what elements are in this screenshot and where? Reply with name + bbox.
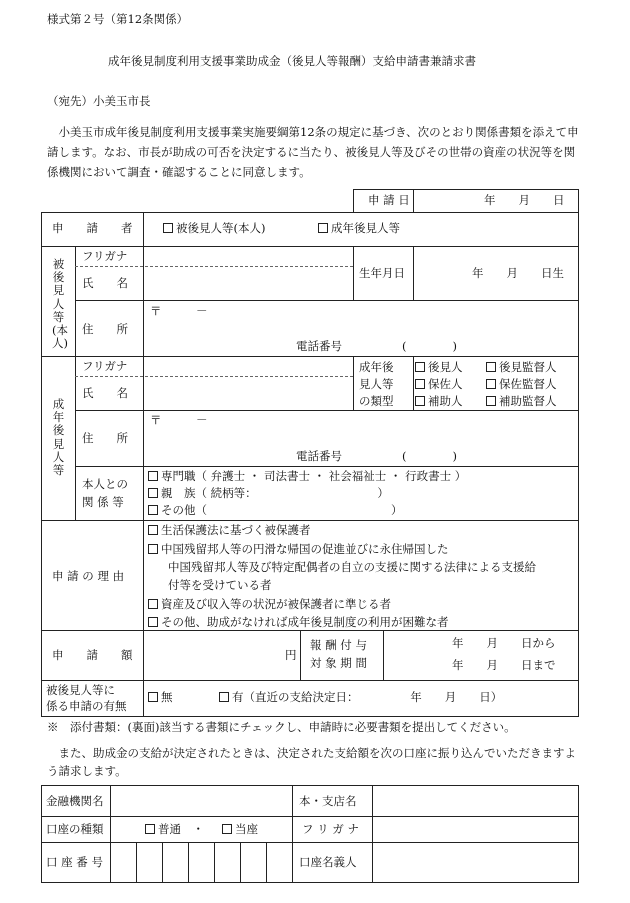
amount-field[interactable]	[144, 631, 284, 679]
checkbox-icon[interactable]	[163, 223, 173, 233]
account-type-ordinary[interactable]: 普通 ・	[145, 824, 216, 836]
application-date-label: 申 請 日	[368, 193, 410, 207]
checkbox-icon[interactable]	[148, 488, 158, 498]
ward-postal[interactable]: 〒 －	[150, 304, 208, 318]
checkbox-icon[interactable]	[318, 223, 328, 233]
checkbox-icon[interactable]	[148, 544, 158, 554]
bank-branch-field[interactable]	[373, 786, 577, 815]
checkbox-icon[interactable]	[415, 379, 425, 389]
guardian-type-label: の類型	[359, 394, 394, 408]
type-option-guardian[interactable]: 後見人	[415, 362, 463, 374]
checkbox-icon[interactable]	[219, 692, 229, 702]
checkbox-icon[interactable]	[415, 396, 425, 406]
checkbox-icon[interactable]	[148, 617, 158, 627]
amount-label: 申 請 額	[52, 648, 133, 662]
relation-option-professional[interactable]: 専門職（ 弁護士 ・ 司法書士 ・ 社会福祉士 ・ 行政書士 ）	[148, 471, 466, 483]
guardian-group-label: 成年後見人等	[52, 397, 65, 478]
checkbox-icon[interactable]	[145, 824, 155, 834]
ward-name-label: 氏 名	[82, 276, 128, 290]
guardian-phone-label: 電話番号	[296, 449, 342, 463]
guardian-type-label: 見人等	[359, 377, 394, 391]
relation-option-other[interactable]: その他（ ）	[148, 505, 403, 517]
type-option-assistant[interactable]: 補助人	[415, 396, 463, 408]
relation-label: 関 係 等	[82, 495, 124, 509]
reason-option-assets[interactable]: 資産及び収入等の状況が被保護者に準じる者	[148, 599, 391, 611]
attachment-note: ※ 添付書類：(裏面)該当する書類にチェックし、申請時に必要書類を提出してください。	[47, 720, 516, 734]
account-holder-field[interactable]	[373, 843, 577, 881]
relation-option-relative[interactable]: 親 族（ 続柄等： ）	[148, 488, 389, 500]
checkbox-icon[interactable]	[486, 362, 496, 372]
ward-name-field[interactable]	[144, 267, 352, 299]
prior-option-no[interactable]: 無	[148, 692, 173, 704]
type-option-curator-supervisor[interactable]: 保佐監督人	[486, 379, 557, 391]
type-option-assistant-supervisor[interactable]: 補助監督人	[486, 396, 557, 408]
type-option-curator[interactable]: 保佐人	[415, 379, 463, 391]
form-title: 成年後見制度利用支援事業助成金（後見人等報酬）支給申請書兼請求書	[108, 54, 476, 68]
period-to-field[interactable]: 年 月 日まで	[452, 658, 556, 672]
guardian-type-label: 成年後	[359, 360, 394, 374]
type-option-guardian-supervisor[interactable]: 後見監督人	[486, 362, 557, 374]
ward-birth-label: 生年月日	[359, 266, 405, 280]
checkbox-icon[interactable]	[222, 824, 232, 834]
guardian-name-label: 氏 名	[82, 386, 128, 400]
guardian-furigana-label: フリガナ	[82, 359, 128, 373]
prior-label: 係る申請の有無	[46, 699, 127, 713]
ward-group-label: 被後見人等(本人)	[52, 257, 68, 351]
reason-option-china-cont: 付等を受けている者	[168, 578, 272, 592]
checkbox-icon[interactable]	[148, 692, 158, 702]
guardian-address-label: 住 所	[82, 431, 128, 445]
reason-option-china-cont: 中国残留邦人等及び特定配偶者の自立の支援に関する法律による支援給	[168, 560, 536, 574]
form-number: 様式第２号（第12条関係）	[47, 12, 189, 26]
guardian-phone-field[interactable]: ( )	[402, 449, 457, 463]
bank-branch-label: 本・支店名	[299, 794, 357, 808]
applicant-option-ward[interactable]: 被後見人等(本人)	[163, 223, 265, 235]
checkbox-icon[interactable]	[486, 396, 496, 406]
prior-option-yes[interactable]: 有（直近の支給決定日： 年 月 日）	[219, 692, 502, 704]
ward-address-label: 住 所	[82, 322, 128, 336]
period-label: 対 象 期 間	[310, 656, 367, 670]
ward-phone-label: 電話番号	[296, 339, 342, 353]
bank-furigana-label: フ リ ガ ナ	[302, 822, 359, 836]
ward-birth-field[interactable]: 年 月 日生	[472, 266, 564, 280]
account-holder-label: 口座名義人	[299, 855, 357, 869]
prior-label: 被後見人等に	[46, 683, 115, 697]
applicant-option-guardian[interactable]: 成年後見人等	[318, 223, 400, 235]
checkbox-icon[interactable]	[148, 505, 158, 515]
reason-option-other[interactable]: その他、助成がなければ成年後見制度の利用が困難な者	[148, 617, 449, 629]
application-date-field[interactable]: 年 月 日	[484, 193, 565, 207]
reason-option-welfare[interactable]: 生活保護法に基づく被保護者	[148, 525, 311, 537]
account-type-label: 口座の種類	[46, 822, 104, 836]
applicant-label: 申 請 者	[52, 221, 133, 235]
checkbox-icon[interactable]	[148, 471, 158, 481]
intro-text: 小美玉市成年後見制度利用支援事業実施要綱第12条の規定に基づき、次のとおり関係書類を添えて申請します。なお、市長が助成の可否を決定するに当たり、被後見人等及びその世帯の資産の状況等を関係機関において調査・確認することに同意します。	[47, 125, 579, 179]
ward-phone-field[interactable]: ( )	[402, 339, 457, 353]
checkbox-icon[interactable]	[415, 362, 425, 372]
reason-label: 申 請 の 理 由	[52, 569, 125, 583]
account-number-label: 口 座 番 号	[46, 855, 103, 869]
guardian-name-field[interactable]	[144, 377, 352, 409]
period-label: 報 酬 付 与	[310, 638, 367, 652]
bank-institution-label: 金融機関名	[46, 794, 104, 808]
amount-unit: 円	[285, 648, 297, 662]
request-text: また、助成金の支給が決定されたときは、決定された支給額を次の口座に振り込んでいただきますよう請求します。	[47, 746, 576, 778]
relation-label: 本人との	[82, 477, 128, 491]
addressee: （宛先）小美玉市長	[47, 94, 151, 108]
reason-option-china[interactable]: 中国残留邦人等の円滑な帰国の促進並びに永住帰国した	[148, 544, 449, 556]
checkbox-icon[interactable]	[486, 379, 496, 389]
guardian-postal[interactable]: 〒 －	[150, 413, 208, 427]
period-from-field[interactable]: 年 月 日から	[452, 636, 556, 650]
ward-furigana-label: フリガナ	[82, 249, 128, 263]
account-type-current[interactable]: 当座	[222, 824, 258, 836]
bank-institution-field[interactable]	[111, 786, 291, 815]
checkbox-icon[interactable]	[148, 525, 158, 535]
checkbox-icon[interactable]	[148, 599, 158, 609]
